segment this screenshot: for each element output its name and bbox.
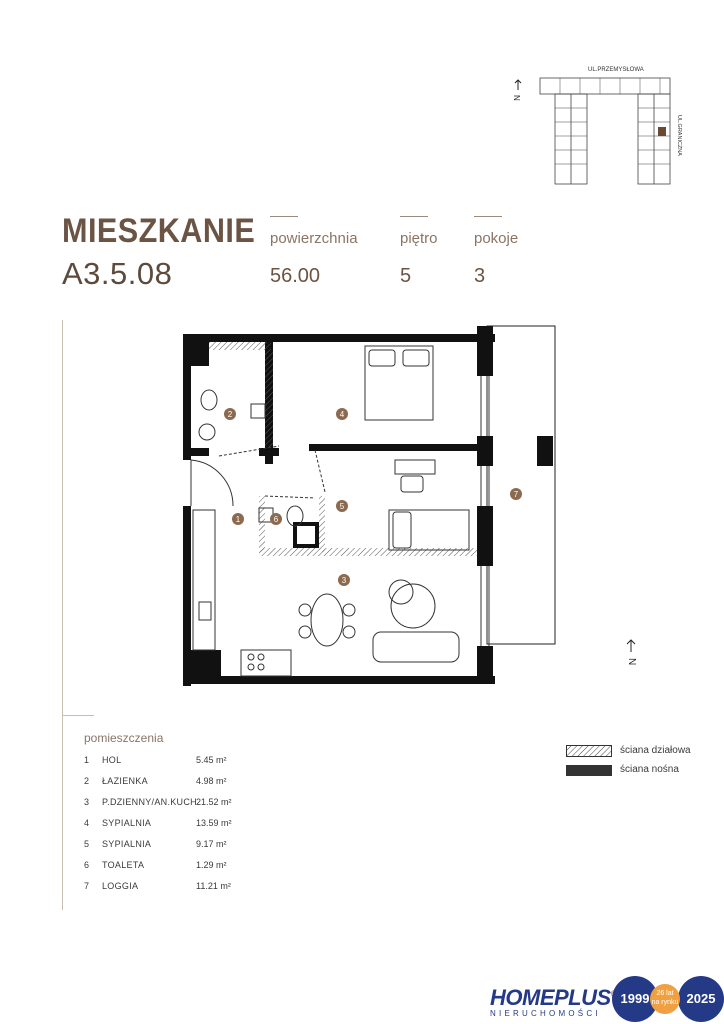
plan-north-label: N bbox=[626, 658, 637, 666]
site-street-right: UL.GRANICZNA bbox=[676, 115, 682, 156]
legend-solid-swatch bbox=[566, 765, 612, 776]
plan-north-arrow-icon bbox=[627, 640, 635, 652]
badge-years bbox=[650, 984, 680, 1014]
brand-logo bbox=[490, 985, 616, 1011]
room-marker-7: 7 bbox=[513, 490, 519, 499]
room-marker-2: 2 bbox=[227, 410, 233, 419]
guide-line bbox=[62, 715, 94, 716]
room-name: HOL bbox=[102, 755, 122, 765]
stat-divider bbox=[400, 216, 428, 217]
room-row bbox=[84, 755, 284, 769]
stat-rooms-value: 3 bbox=[474, 265, 486, 287]
stat-divider bbox=[474, 216, 502, 217]
floor-plan bbox=[175, 320, 645, 690]
room-number: 4 bbox=[84, 818, 90, 828]
room-row bbox=[84, 776, 284, 790]
room-area: 21.52 m² bbox=[196, 797, 232, 807]
room-area: 11.21 m² bbox=[196, 881, 231, 891]
room-number: 2 bbox=[84, 776, 90, 786]
room-marker-4: 4 bbox=[339, 410, 345, 419]
room-area: 9.17 m² bbox=[196, 839, 227, 849]
room-row bbox=[84, 839, 284, 853]
brand-subtitle: N I E R U C H O M O Ś C I bbox=[490, 1009, 599, 1018]
legend-partition-label: ściana działowa bbox=[620, 745, 691, 756]
room-area: 1.29 m² bbox=[196, 860, 227, 870]
room-marker-5: 5 bbox=[339, 502, 345, 511]
room-name: LOGGIA bbox=[102, 881, 139, 891]
room-number: 6 bbox=[84, 860, 90, 870]
room-row bbox=[84, 860, 284, 874]
badge-years-line2: na rynku bbox=[651, 999, 679, 1006]
rooms-heading: pomieszczenia bbox=[84, 731, 164, 745]
apartment-id: A3.5.08 bbox=[62, 256, 173, 291]
room-name: P.DZIENNY/AN.KUCH. bbox=[102, 797, 200, 807]
room-row bbox=[84, 797, 284, 811]
room-number: 3 bbox=[84, 797, 90, 807]
room-marker-6: 6 bbox=[273, 515, 279, 524]
room-name: ŁAZIENKA bbox=[102, 776, 148, 786]
site-plan bbox=[500, 60, 690, 190]
badge-year-end: 2025 bbox=[678, 976, 724, 1022]
badge-year-start: 1999 bbox=[612, 976, 658, 1022]
room-row bbox=[84, 881, 284, 895]
room-number: 1 bbox=[84, 755, 90, 765]
stat-divider bbox=[270, 216, 298, 217]
room-name: SYPIALNIA bbox=[102, 818, 152, 828]
badge-years-line1: 26 lat bbox=[656, 990, 674, 997]
legend-hatched-swatch bbox=[566, 745, 612, 757]
room-name: TOALETA bbox=[102, 860, 145, 870]
page-title: MIESZKANIE bbox=[62, 212, 256, 250]
site-unit-highlight bbox=[658, 127, 666, 136]
site-north-arrow-icon bbox=[515, 80, 521, 90]
site-north-label: N bbox=[512, 95, 521, 101]
stat-area-value: 56.00 bbox=[270, 265, 321, 287]
guide-line bbox=[62, 320, 63, 715]
room-marker-1: 1 bbox=[235, 515, 241, 524]
room-area: 4.98 m² bbox=[196, 776, 227, 786]
room-name: SYPIALNIA bbox=[102, 839, 152, 849]
stat-area-label: powierzchnia bbox=[270, 230, 358, 247]
stat-rooms-label: pokoje bbox=[474, 230, 519, 247]
brand-name: HOMEPLUS bbox=[490, 985, 611, 1010]
room-number: 5 bbox=[84, 839, 90, 849]
room-row bbox=[84, 818, 284, 832]
guide-line bbox=[62, 715, 63, 910]
legend-bearing-label: ściana nośna bbox=[620, 764, 679, 775]
room-number: 7 bbox=[84, 881, 90, 891]
stat-floor-label: piętro bbox=[400, 230, 438, 247]
stat-floor-value: 5 bbox=[400, 265, 412, 287]
site-street-top: UL.PRZEMYSŁOWA bbox=[588, 67, 644, 73]
room-area: 5.45 m² bbox=[196, 755, 227, 765]
room-marker-3: 3 bbox=[341, 576, 347, 585]
room-area: 13.59 m² bbox=[196, 818, 232, 828]
